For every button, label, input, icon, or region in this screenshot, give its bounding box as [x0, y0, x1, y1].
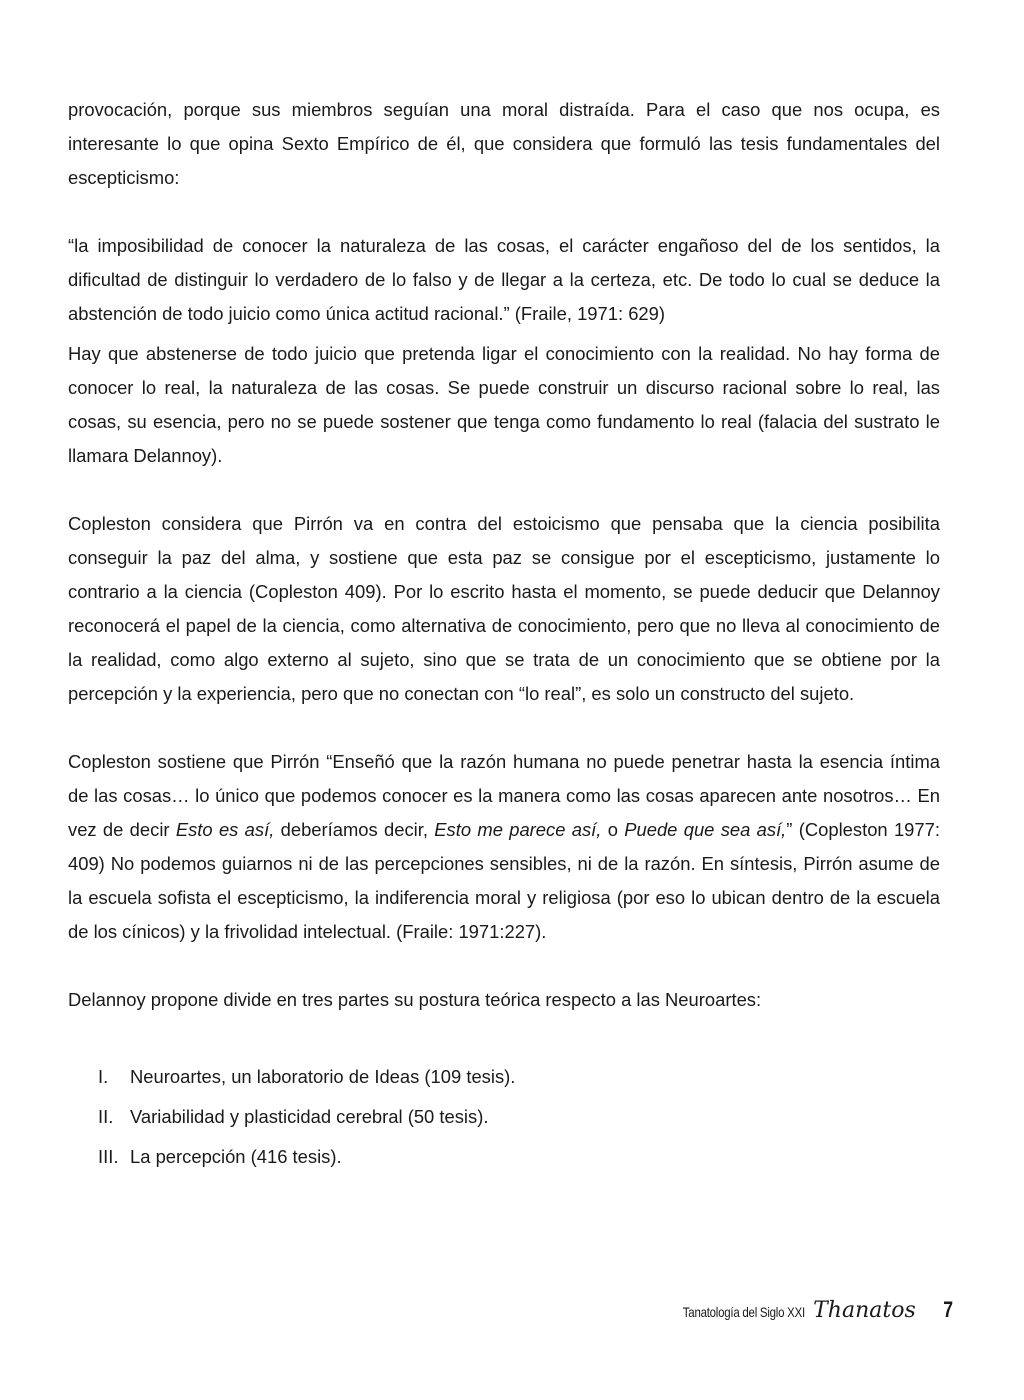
- list-item-text: Neuroartes, un laboratorio de Ideas (109 tesis).: [130, 1066, 516, 1087]
- list-item-number: I.: [98, 1066, 109, 1087]
- thesis-list: [68, 1057, 940, 1177]
- paragraph-5: [68, 745, 940, 949]
- paragraph-3: Hay que abstenerse de todo juicio que pretenda ligar el conocimiento con la realidad. No hay forma de conocer lo real, la naturaleza de las cosas. Se puede construir un discurso racional sobre lo real, las cosas, su esencia, pero no se puede sostener que tenga como fundamento lo real (falacia del sustrato le llamara Delannoy).: [68, 343, 940, 466]
- page-number: 7: [942, 1297, 953, 1322]
- paragraph-5-italic-2: Esto me parece así,: [434, 819, 602, 840]
- thanatos-logo: Thanatos: [813, 1298, 916, 1323]
- list-item-text: Variabilidad y plasticidad cerebral (50 tesis).: [130, 1106, 489, 1127]
- list-item-text: La percepción (416 tesis).: [130, 1146, 342, 1167]
- paragraph-5-text-3: o: [601, 819, 625, 840]
- document-body: [68, 93, 940, 1177]
- list-item-number: III.: [98, 1146, 119, 1167]
- page-footer: [656, 1297, 954, 1323]
- paragraph-1: provocación, porque sus miembros seguían una moral distraída. Para el caso que nos ocupa, es interesante lo que opina Sexto Empírico de él, que considera que formuló las tesis fundamentales del escepticismo:: [68, 99, 940, 188]
- quote-paragraph: “la imposibilidad de conocer la naturaleza de las cosas, el carácter engañoso del de los sentidos, la dificultad de distinguir lo verdadero de lo falso y de llegar a la certeza, etc. De todo lo cual se deduce la abstención de todo juicio como única actitud racional.” (Fraile, 1971: 629): [68, 235, 940, 324]
- paragraph-6: Delannoy propone divide en tres partes su postura teórica respecto a las Neuroartes:: [68, 989, 762, 1010]
- paragraph-5-italic-3: Puede que sea así,: [624, 819, 787, 840]
- list-item: [68, 1137, 940, 1177]
- list-item-number: II.: [98, 1106, 114, 1127]
- paragraph-4: Copleston considera que Pirrón va en contra del estoicismo que pensaba que la ciencia posibilita conseguir la paz del alma, y sostiene que esta paz se consigue por el escepticismo, justamente lo contrario a la ciencia (Copleston 409). Por lo escrito hasta el momento, se puede deducir que Delannoy reconocerá el papel de la ciencia, como alternativa de conocimiento, pero que no lleva al conocimiento de la realidad, como algo externo al sujeto, sino que se trata de un conocimiento que se obtiene por la percepción y la experiencia, pero que no conectan con “lo real”, es solo un constructo del sujeto.: [68, 513, 940, 704]
- paragraph-5-text-4: ” (Copleston 1977: 409) No podemos guiarnos ni de las percepciones sensibles, ni de la razón. En síntesis, Pirrón asume de la escuela sofista el escepticismo, la indiferencia moral y religiosa (por eso lo ubican dentro de la escuela de los cínicos) y la frivolidad intelectual. (Fraile: 1971:227).: [68, 819, 940, 942]
- list-item: [68, 1057, 940, 1097]
- paragraph-5-text-1: Copleston sostiene que Pirrón “Enseñó que la razón humana no puede penetrar hasta la esencia íntima de las cosas… lo único que podemos conocer es la manera como las cosas aparecen ante nosotros… En vez de decir: [68, 751, 940, 840]
- paragraph-5-text-2: deberíamos decir,: [274, 819, 435, 840]
- journal-name: Tanatología del Siglo XXI: [682, 1304, 806, 1320]
- list-item: [68, 1097, 940, 1137]
- paragraph-5-italic-1: Esto es así,: [175, 819, 275, 840]
